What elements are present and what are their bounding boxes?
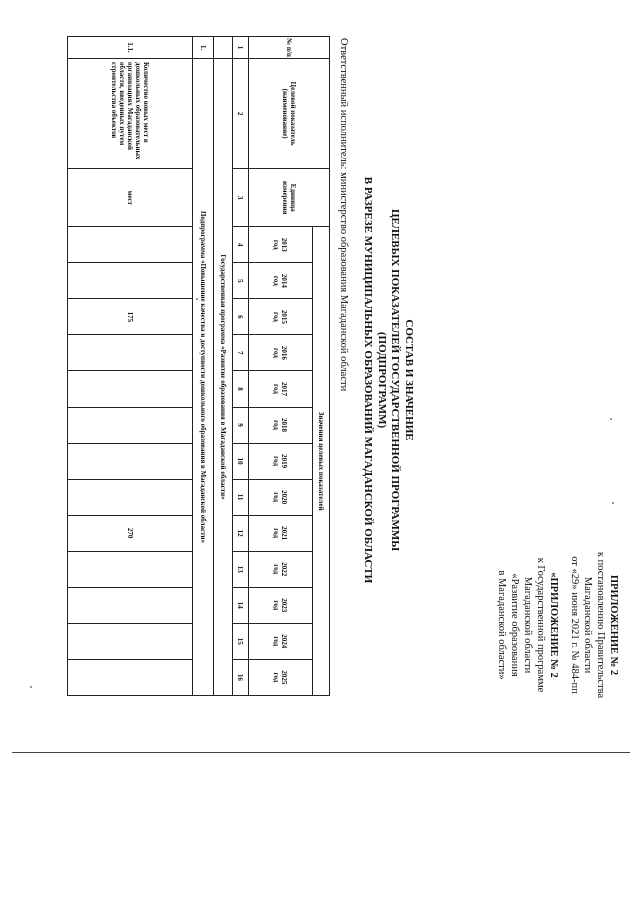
year-header: 2016 год: [249, 335, 313, 371]
appendix-quoted-line: в Магаданской области»: [496, 570, 507, 680]
column-number: 12: [233, 515, 249, 551]
appendix-line: от «29» июня 2021 г. № 484-пп: [569, 556, 580, 694]
year-header: 2017 год: [249, 371, 313, 407]
appendix-line: Магаданской области: [582, 576, 593, 674]
column-number: 7: [233, 335, 249, 371]
row-value: [68, 551, 193, 587]
row-value: 175: [68, 299, 193, 335]
year-header: 2018 год: [249, 407, 313, 443]
column-number: 5: [233, 263, 249, 299]
year-header: 2023 год: [249, 587, 313, 623]
row-value: [68, 263, 193, 299]
column-number: 15: [233, 623, 249, 659]
program-row-title: Государственная программа «Развитие образования в Магаданской области»: [214, 59, 233, 696]
program-row-num: [214, 37, 233, 59]
appendix-line: к постановлению Правительства: [595, 551, 606, 699]
column-number: 13: [233, 551, 249, 587]
column-number: 9: [233, 407, 249, 443]
year-header: 2015 год: [249, 299, 313, 335]
appendix-quoted-line: Магаданской области: [522, 576, 533, 674]
landscape-page-rotated: [20, 20, 630, 710]
year-header: 2024 год: [249, 623, 313, 659]
row-value: [68, 623, 193, 659]
column-number: 3: [233, 169, 249, 227]
scan-edge-line: [12, 752, 630, 753]
row-num: 1.1.: [68, 37, 193, 59]
indicators-table: [67, 36, 330, 696]
appendix-block: [495, 540, 620, 710]
title-line: В РАЗРЕЗЕ МУНИЦИПАЛЬНЫХ ОБРАЗОВАНИЙ МАГАДАНСКОЙ ОБЛАСТИ: [362, 176, 375, 584]
column-number: 10: [233, 443, 249, 479]
year-header: 2014 год: [249, 263, 313, 299]
title-line: СОСТАВ И ЗНАЧЕНИЕ: [403, 319, 415, 441]
appendix-title: ПРИЛОЖЕНИЕ № 2: [608, 574, 619, 676]
header-indicator: Целевой показатель (наименование): [249, 59, 330, 169]
column-number: 1: [233, 37, 249, 59]
appendix-quoted-line: «Развитие образования: [509, 573, 520, 677]
row-indicator-name: Количество новых мест в дошкольных образовательных организациях Магаданской области, введенных путем строительства объектов: [68, 59, 193, 169]
document-title: [361, 170, 415, 590]
row-value: 270: [68, 515, 193, 551]
column-number-row: [233, 37, 249, 696]
year-header: 2021 год: [249, 515, 313, 551]
column-number: 14: [233, 587, 249, 623]
title-line: ЦЕЛЕВЫХ ПОКАЗАТЕЛЕЙ ГОСУДАРСТВЕННОЙ ПРОГРАММЫ (ПОДПРОГРАММ): [376, 208, 402, 552]
row-value: [68, 371, 193, 407]
header-unit: Единица измерения: [249, 169, 330, 227]
table-row: [68, 37, 193, 696]
row-unit: мест: [68, 169, 193, 227]
year-header: 2013 год: [249, 227, 313, 263]
column-number: 8: [233, 371, 249, 407]
column-number: 4: [233, 227, 249, 263]
row-value: [68, 587, 193, 623]
row-value: [68, 443, 193, 479]
column-number: 11: [233, 479, 249, 515]
column-number: 2: [233, 59, 249, 169]
subprogram-row-num: 1.: [193, 37, 214, 59]
column-number: 6: [233, 299, 249, 335]
row-value: [68, 335, 193, 371]
row-value: [68, 659, 193, 695]
year-header: 2022 год: [249, 551, 313, 587]
subprogram-row: [193, 37, 214, 696]
column-number: 16: [233, 659, 249, 695]
program-row: [214, 37, 233, 696]
row-value: [68, 479, 193, 515]
responsible-executor: Ответственный исполнитель: министерство образования Магаданской области: [338, 38, 349, 392]
header-num: № п/п: [249, 37, 330, 59]
header-values-group: Значения целевых показателей: [313, 227, 330, 696]
subprogram-row-title: Подпрограмма «Повышение качества и доступности дошкольного образования в Магаданской области»: [193, 59, 214, 696]
year-header: 2025 год: [249, 659, 313, 695]
row-value: [68, 407, 193, 443]
year-header: 2020 год: [249, 479, 313, 515]
row-value: [68, 227, 193, 263]
appendix-quoted-line: к Государственной программе: [535, 557, 546, 693]
appendix-quoted-title: «ПРИЛОЖЕНИЕ № 2: [548, 572, 559, 678]
year-header: 2019 год: [249, 443, 313, 479]
